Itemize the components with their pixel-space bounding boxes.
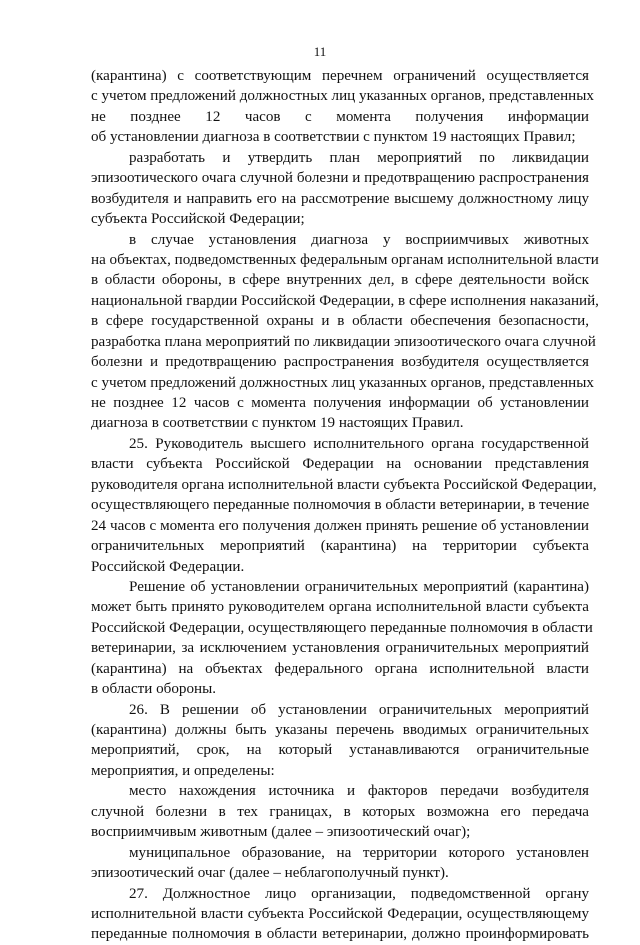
text-line: (карантина) на объектах федерального органа исполнительной власти bbox=[91, 660, 589, 677]
text-line: в сфере государственной охраны и в области обеспечения безопасности, bbox=[91, 313, 589, 330]
text-line: разработка плана мероприятий по ликвидации эпизоотического очага случной bbox=[91, 333, 596, 350]
text-line: 25. Руководитель высшего исполнительного органа государственной bbox=[129, 435, 589, 452]
text-line: место нахождения источника и факторов передачи возбудителя bbox=[129, 783, 589, 800]
text-line: (карантина) должны быть указаны перечень вводимых ограничительных bbox=[91, 722, 589, 738]
text-line: мероприятия, и определены: bbox=[91, 762, 275, 779]
text-line: Российской Федерации, осуществляющего переданные полномочия в области bbox=[91, 619, 593, 636]
text-line: в области обороны, в сфере внутренних дел, в сфере деятельности войск bbox=[91, 272, 589, 289]
text-line: (карантина) с соответствующим перечнем ограничений осуществляется bbox=[91, 68, 589, 84]
text-line: в области обороны. bbox=[91, 681, 216, 698]
text-line: исполнительной власти субъекта Российской Федерации, осуществляющему bbox=[91, 905, 589, 922]
text-line: болезни и предотвращению распространения возбудителя осуществляется bbox=[91, 354, 589, 371]
text-line: субъекта Российской Федерации; bbox=[91, 211, 305, 228]
text-line: власти субъекта Российской Федерации на основании представления bbox=[91, 456, 589, 473]
text-line: руководителя органа исполнительной власти субъекта Российской Федерации, bbox=[91, 476, 597, 493]
body-text bbox=[91, 66, 599, 945]
text-line: переданные полномочия в области ветеринарии, должно проинформировать bbox=[91, 926, 589, 943]
text-line: восприимчивым животным (далее – эпизоотический очаг); bbox=[91, 824, 471, 841]
text-line: 24 часов с момента его получения должен принять решение об установлении bbox=[91, 517, 589, 534]
text-line: осуществляющего переданные полномочия в области ветеринарии, в течение bbox=[91, 497, 590, 514]
text-line: мероприятий, срок, на который устанавливаются ограничительные bbox=[91, 742, 589, 759]
text-line: Российской Федерации. bbox=[91, 558, 245, 575]
text-line: с учетом предложений должностных лиц указанных органов, представленных bbox=[91, 374, 594, 391]
text-line: эпизоотического очага случной болезни и предотвращению распространения bbox=[91, 170, 589, 187]
text-line: на объектах, подведомственных федеральным органам исполнительной власти bbox=[91, 251, 599, 268]
page-number: 11 bbox=[313, 44, 327, 59]
text-line: национальной гвардии Российской Федерации, в сфере исполнения наказаний, bbox=[91, 292, 599, 309]
text-line: эпизоотический очаг (далее – неблагополучный пункт). bbox=[91, 865, 449, 882]
text-line: возбудителя и направить его на рассмотрение высшему должностному лицу bbox=[91, 190, 589, 207]
text-line: не позднее 12 часов с момента получения информации bbox=[91, 108, 589, 125]
text-line: об установлении диагноза в соответствии с пунктом 19 настоящих Правил; bbox=[91, 129, 576, 146]
text-line: в случае установления диагноза у восприимчивых животных bbox=[129, 231, 589, 248]
text-line: случной болезни в тех границах, в которых возможна его передача bbox=[91, 803, 589, 820]
text-line: Решение об установлении ограничительных мероприятий (карантина) bbox=[129, 578, 589, 595]
text-line: разработать и утвердить план мероприятий по ликвидации bbox=[129, 149, 589, 166]
text-line: 27. Должностное лицо организации, подведомственной органу bbox=[129, 885, 589, 902]
text-line: не позднее 12 часов с момента получения информации об установлении bbox=[91, 395, 589, 411]
text-line: 26. В решении об установлении ограничительных мероприятий bbox=[129, 701, 589, 718]
text-line: с учетом предложений должностных лиц указанных органов, представленных bbox=[91, 88, 594, 105]
text-line: ветеринарии, за исключением установления ограничительных мероприятий bbox=[91, 640, 589, 657]
text-line: может быть принято руководителем органа исполнительной власти субъекта bbox=[91, 599, 589, 616]
text-line: диагноза в соответствии с пунктом 19 настоящих Правил. bbox=[91, 415, 464, 432]
text-line: ограничительных мероприятий (карантина) на территории субъекта bbox=[91, 538, 589, 555]
text-line: муниципальное образование, на территории которого установлен bbox=[129, 844, 589, 861]
